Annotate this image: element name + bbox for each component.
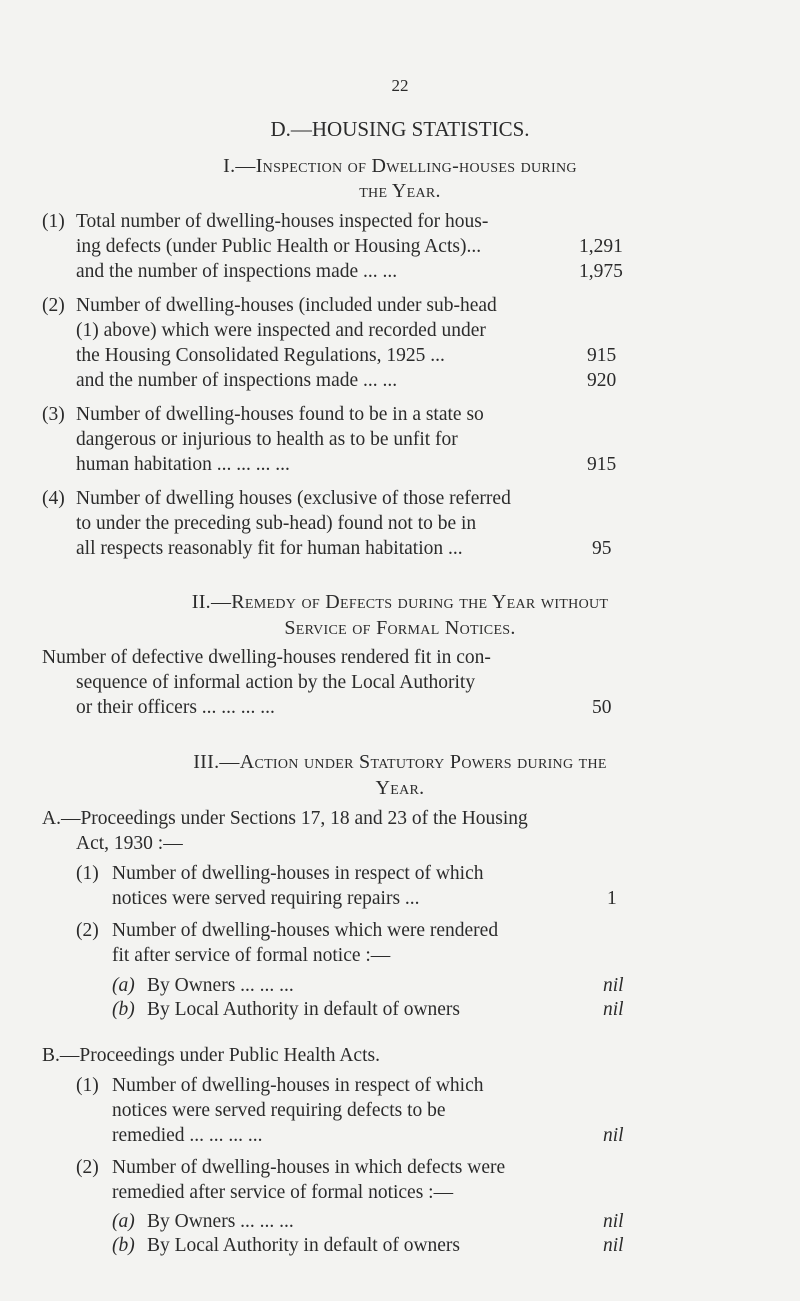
- section2-heading-line2: Service of Formal Notices.: [284, 617, 516, 639]
- item-text-line: Number of dwelling houses (exclusive of those referred: [76, 488, 511, 509]
- subitem-value: nil: [603, 1211, 624, 1232]
- subitem-value: nil: [603, 999, 624, 1020]
- item-text-line: the Housing Consolidated Regulations, 1925 ...: [76, 345, 445, 366]
- subitem-text: By Local Authority in default of owners: [147, 999, 461, 1020]
- subitem-text: By Owners ... ... ...: [147, 975, 294, 996]
- page-title: D.—HOUSING STATISTICS.: [270, 117, 530, 141]
- item-value: nil: [603, 1125, 624, 1146]
- item-text-line: notices were served requiring repairs ...: [112, 888, 420, 909]
- item-value: 920: [587, 370, 617, 391]
- subsection-a-heading-cont: Act, 1930 :—: [76, 833, 183, 854]
- item-label: (4): [42, 488, 65, 509]
- section2-text-line: Number of defective dwelling-houses rendered fit in con-: [42, 647, 491, 668]
- subsection-b-heading: B.—Proceedings under Public Health Acts.: [42, 1045, 380, 1066]
- item-text-line: and the number of inspections made ... ...: [76, 370, 398, 391]
- item-text-line: (1) above) which were inspected and recorded under: [76, 320, 486, 341]
- item-value: 1,291: [579, 236, 623, 257]
- subitem-value: nil: [603, 975, 624, 996]
- subitem-value: nil: [603, 1235, 624, 1256]
- item-text-line: human habitation ... ... ... ...: [76, 454, 290, 475]
- item-text-line: Number of dwelling-houses which were rendered: [112, 920, 499, 941]
- item-text-line: Number of dwelling-houses in which defects were: [112, 1157, 506, 1178]
- item-text-line: to under the preceding sub-head) found not to be in: [76, 513, 477, 534]
- subitem-label: (b): [112, 999, 135, 1020]
- subitem-text: By Owners ... ... ...: [147, 1211, 294, 1232]
- item-text-line: Number of dwelling-houses (included under sub-head: [76, 295, 497, 316]
- section2-text-line: or their officers ... ... ... ...: [76, 697, 275, 718]
- item-text-line: fit after service of formal notice :—: [112, 945, 391, 966]
- section3-heading-line2: Year.: [375, 777, 425, 799]
- section2-value: 50: [592, 697, 612, 718]
- item-label: (1): [76, 863, 99, 884]
- item-text-line: Number of dwelling-houses in respect of which: [112, 1075, 484, 1096]
- section2-heading-line1: II.—Remedy of Defects during the Year without: [191, 591, 609, 613]
- subitem-label: (a): [112, 1211, 135, 1232]
- page-number: 22: [391, 76, 409, 95]
- section2-text-line: sequence of informal action by the Local Authority: [76, 672, 476, 693]
- section3-heading-line1: III.—Action under Statutory Powers during the: [193, 751, 607, 773]
- item-value: 1: [607, 888, 617, 909]
- item-label: (2): [76, 920, 99, 941]
- item-value: 1,975: [579, 261, 623, 282]
- item-value: 915: [587, 454, 617, 475]
- subitem-text: By Local Authority in default of owners: [147, 1235, 461, 1256]
- item-label: (1): [76, 1075, 99, 1096]
- subitem-label: (a): [112, 975, 135, 996]
- item-text-line: all respects reasonably fit for human habitation ...: [76, 538, 463, 559]
- item-label: (2): [76, 1157, 99, 1178]
- item-value: 95: [592, 538, 612, 559]
- item-label: (1): [42, 211, 65, 232]
- section1-heading-line1: I.—Inspection of Dwelling-houses during: [223, 155, 577, 177]
- item-value: 915: [587, 345, 617, 366]
- item-text-line: and the number of inspections made ... ...: [76, 261, 398, 282]
- item-text-line: Number of dwelling-houses found to be in a state so: [76, 404, 484, 425]
- section1-heading-line2: the Year.: [359, 180, 441, 202]
- item-text-line: ing defects (under Public Health or Housing Acts)...: [76, 236, 482, 257]
- item-label: (3): [42, 404, 65, 425]
- item-text-line: remedied after service of formal notices :—: [112, 1182, 454, 1203]
- item-text-line: Number of dwelling-houses in respect of which: [112, 863, 484, 884]
- item-text-line: dangerous or injurious to health as to be unfit for: [76, 429, 458, 450]
- subsection-a-heading: A.—Proceedings under Sections 17, 18 and 23 of the Housing: [42, 808, 528, 829]
- item-label: (2): [42, 295, 65, 316]
- item-text-line: remedied ... ... ... ...: [112, 1125, 263, 1146]
- item-text-line: Total number of dwelling-houses inspected for hous-: [76, 211, 489, 232]
- subitem-label: (b): [112, 1235, 135, 1256]
- item-text-line: notices were served requiring defects to be: [112, 1100, 446, 1121]
